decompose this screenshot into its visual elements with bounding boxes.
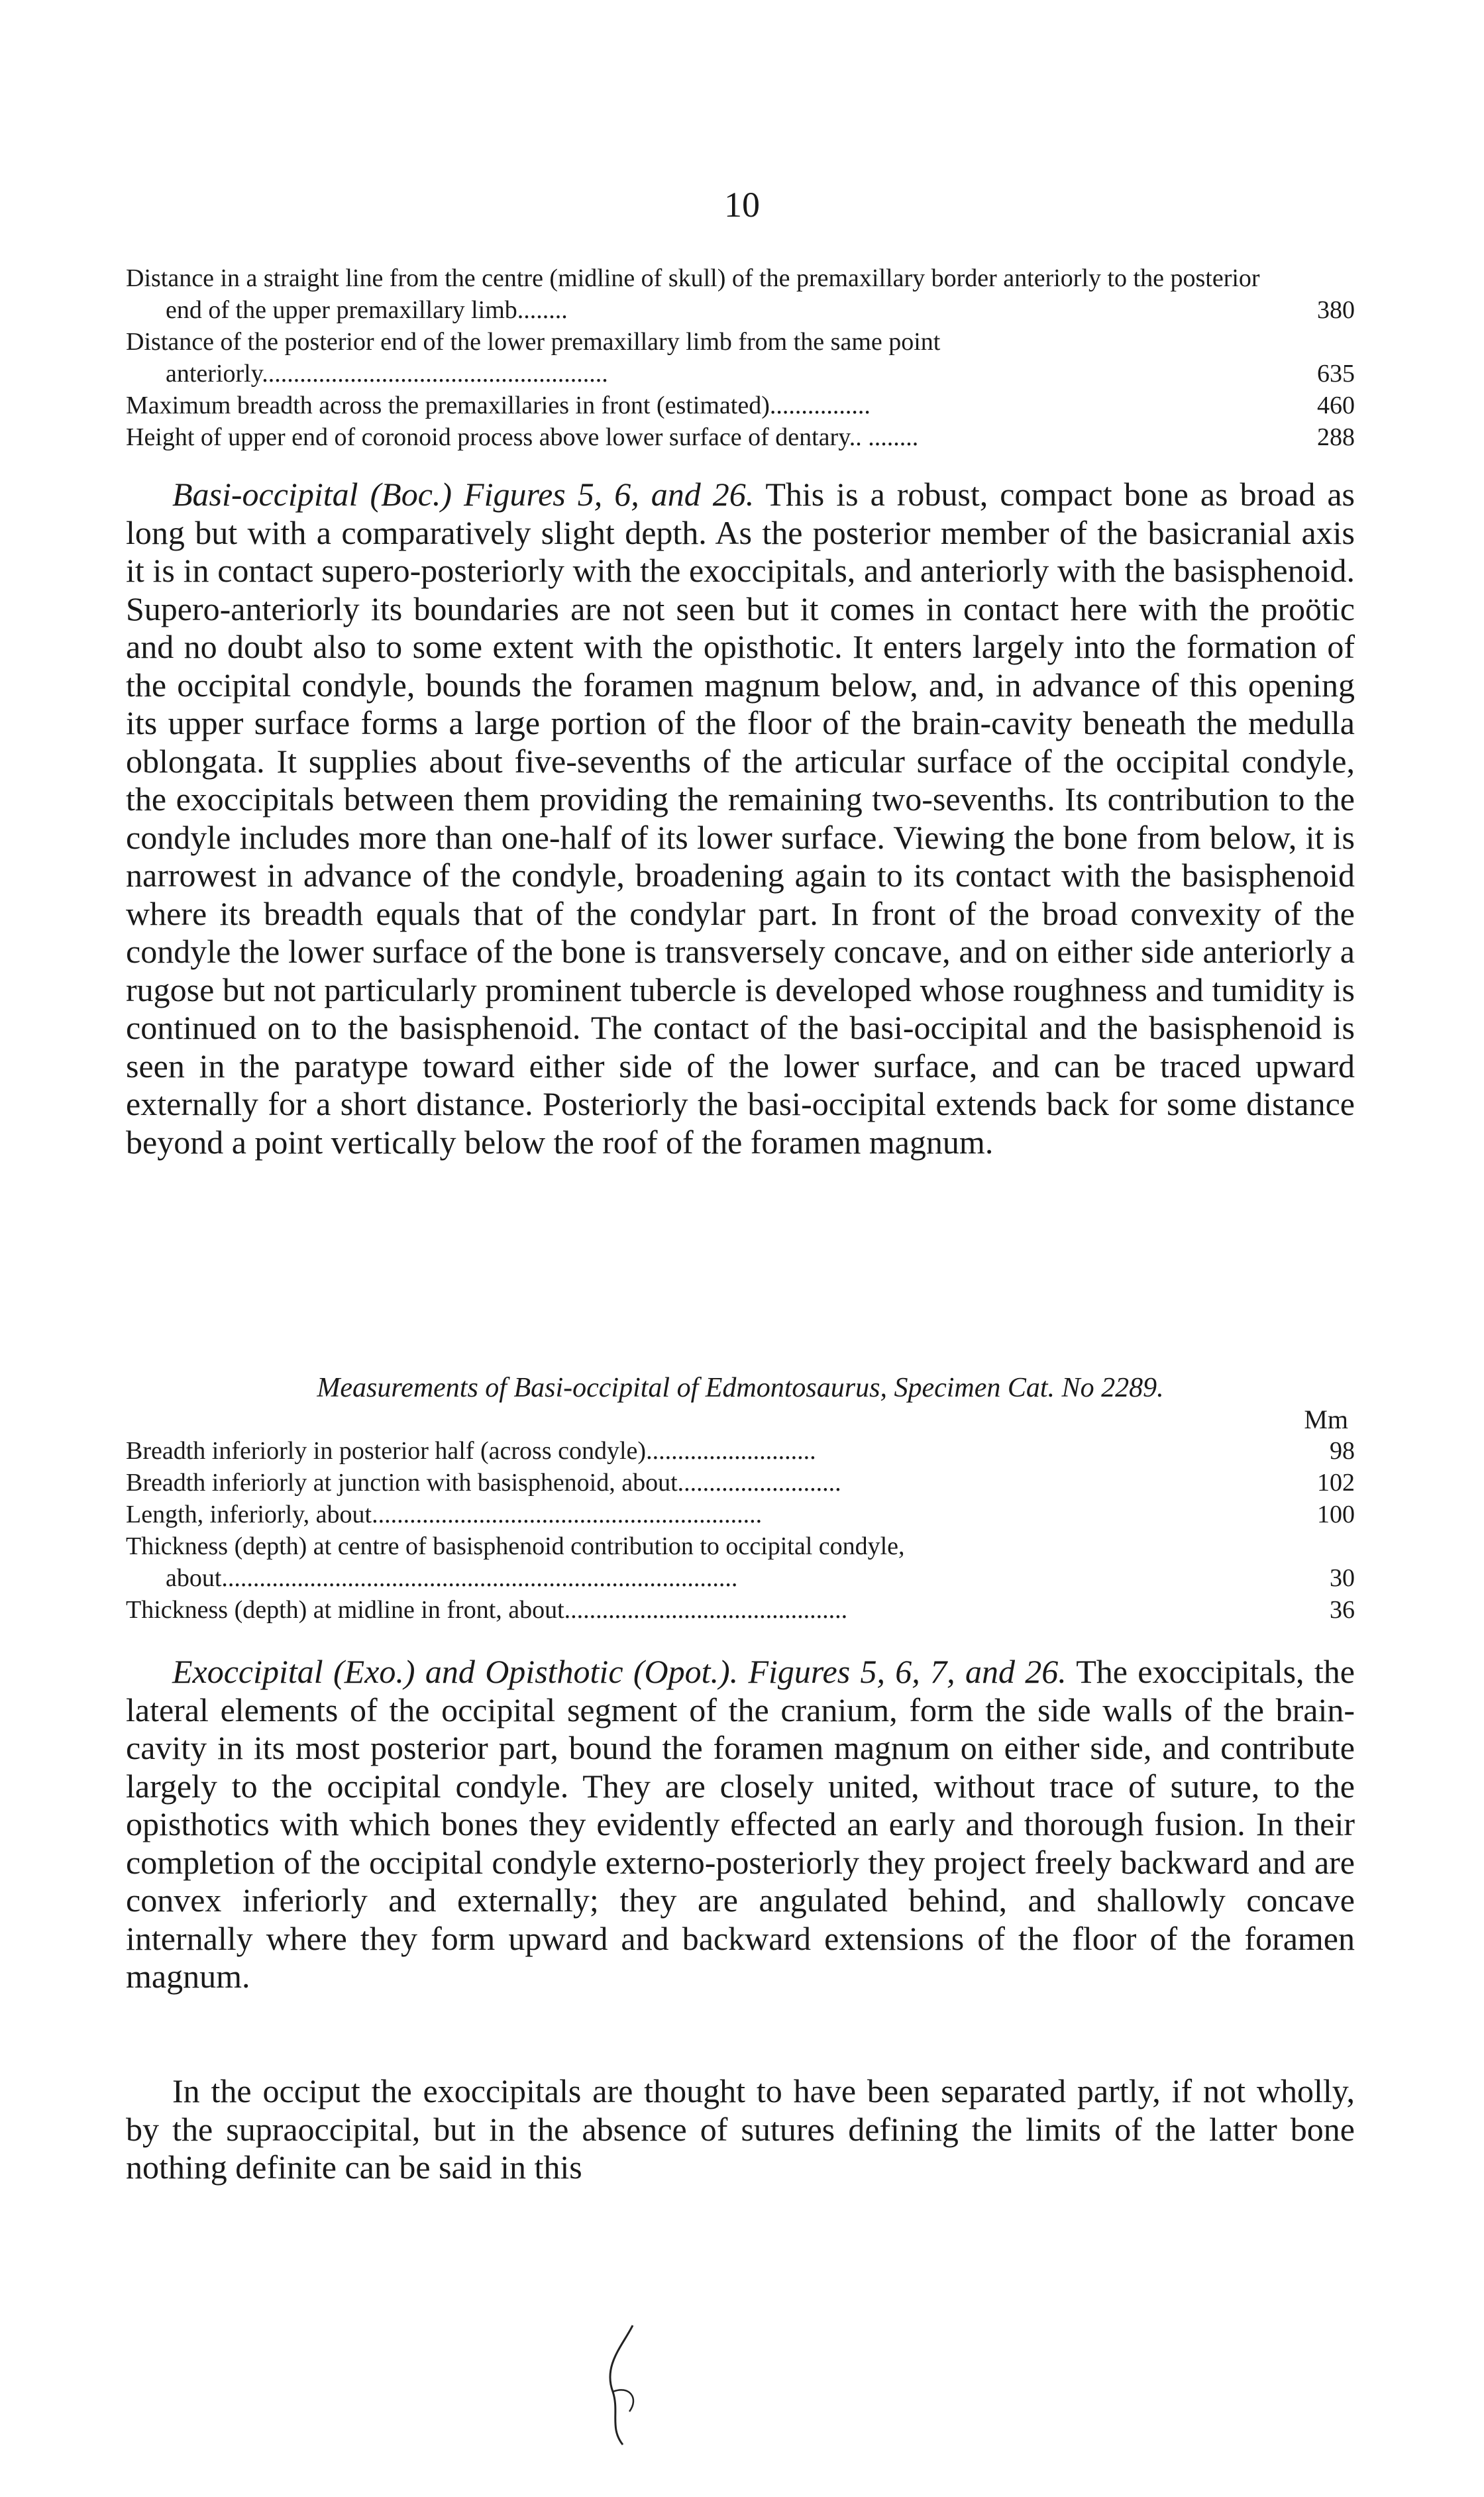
unit-header: Mm	[1304, 1405, 1348, 1434]
paragraph-text: The exoccipitals, the lateral elements of the occipital segment of the cranium, form the side walls of the brain-cavity in its most posterior part, bound the foramen magnum on either side, and contribute largely to the occipital condyle. They are closely united, without trace of suture, to the opisthotics with which bones they evidently effected an early and thorough fusion. In their completion of the occipital condyle externo-posteriorly they project freely backward and are convex inferiorly and externally; they are angulated behind, and shallowly concave internally where they form upward and backward extensions of the floor of the foramen magnum.	[126, 1653, 1355, 1995]
measurement-row	[126, 262, 1355, 326]
section-heading: Basi-occipital (Boc.) Figures 5, 6, and 26.	[172, 476, 755, 513]
measurement-label: Height of upper end of coronoid process above lower surface of dentary.. ........	[126, 423, 919, 451]
measurement-row	[126, 421, 1355, 453]
table-row	[126, 1467, 1355, 1499]
table-row	[126, 1435, 1355, 1467]
table-row	[126, 1530, 1355, 1594]
table-row	[126, 1499, 1355, 1530]
measurement-label: Distance in a straight line from the centre (midline of skull) of the premaxillary border anteriorly to the posterior end of the upper premaxillary limb........	[126, 264, 1260, 324]
section-heading: Exoccipital (Exo.) and Opisthotic (Opot.). Figures 5, 6, 7, and 26.	[172, 1653, 1067, 1690]
row-label: Length, inferiorly, about..............................................................	[126, 1501, 763, 1528]
row-label: Breadth inferiorly at junction with basisphenoid, about..........................	[126, 1469, 841, 1497]
row-value: 100	[1317, 1501, 1355, 1528]
final-paragraph: In the occiput the exoccipitals are thought to have been separated partly, if not wholly, by the supraoccipital, but in the absence of sutures defining the limits of the latter bone nothing definite can be said in this	[126, 2072, 1355, 2186]
measurement-row	[126, 390, 1355, 421]
paragraph-text: This is a robust, compact bone as broad as long but with a comparatively slight depth. As the posterior member of the basicranial axis it is in contact supero-posteriorly with the exoccipitals, and anteriorly with the basisphenoid. Supero-anteriorly its boundaries are not seen but it comes in contact here with the proötic and no doubt also to some extent with the opisthotic. It enters largely into the formation of the occipital condyle, bounds the foramen magnum below, and, in advance of this opening its upper surface forms a large portion of the floor of the brain-cavity beneath the medulla oblongata. It supplies about five-sevenths of the articular surface of the occipital condyle, the exoccipitals between them providing the remaining two-sevenths. Its contribution to the condyle includes more than one-half of its lower surface. Viewing the bone from below, it is narrowest in advance of the condyle, broadening again to its contact with the basisphenoid where its breadth equals that of the condylar part. In front of the broad convexity of the condyle the lower surface of the bone is transversely concave, and on either side anteriorly a rugose but not particularly prominent tubercle is developed whose roughness and tumidity is continued on to the basisphenoid. The contact of the basi-occipital and the basisphenoid is seen in the paratype toward either side of the lower surface, and can be traced upward externally for a short distance. Posteriorly the basi-occipital extends back for some distance beyond a point vertically below the roof of the foramen magnum.	[126, 476, 1355, 1161]
row-value: 98	[1330, 1437, 1355, 1465]
measurement-row	[126, 326, 1355, 390]
measurement-value: 635	[1317, 360, 1355, 388]
row-value: 30	[1330, 1564, 1355, 1592]
top-measurements	[126, 262, 1355, 453]
row-label: Thickness (depth) at midline in front, about.............................................	[126, 1596, 848, 1624]
page-number: 10	[724, 185, 760, 225]
measurement-value: 288	[1317, 423, 1355, 451]
exoccipital-paragraph	[126, 1653, 1355, 1996]
measurement-table	[126, 1371, 1355, 1626]
measurement-value: 460	[1317, 392, 1355, 419]
row-value: 36	[1330, 1596, 1355, 1624]
final-section	[126, 2072, 1355, 2187]
basi-occipital-paragraph	[126, 476, 1355, 1161]
row-label: Breadth inferiorly in posterior half (across condyle)...........................	[126, 1437, 816, 1465]
table-row	[126, 1594, 1355, 1626]
measurement-value: 380	[1317, 296, 1355, 324]
pen-mark-icon	[583, 2319, 662, 2451]
exoccipital-section	[126, 1653, 1355, 1996]
measurement-label: Distance of the posterior end of the lower premaxillary limb from the same point anteriorly.......................................................	[126, 328, 941, 388]
row-value: 102	[1317, 1469, 1355, 1497]
row-label: Thickness (depth) at centre of basisphenoid contribution to occipital condyle, about..................................................................................	[126, 1532, 905, 1592]
measurement-label: Maximum breadth across the premaxillaries in front (estimated)................	[126, 392, 871, 419]
basi-occipital-section	[126, 476, 1355, 1161]
table-caption: Measurements of Basi-occipital of Edmontosaurus, Specimen Cat. No 2289.	[317, 1373, 1164, 1403]
